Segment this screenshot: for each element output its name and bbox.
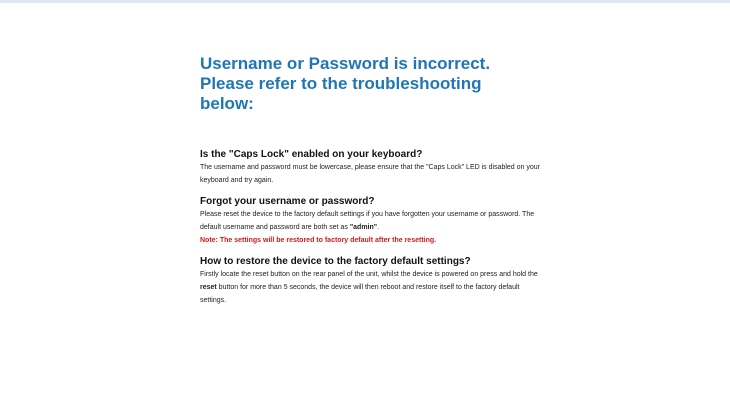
reset-note: Note: The settings will be restored to factory default after the resetting. [200, 237, 437, 244]
error-content [200, 54, 540, 307]
restore-title: How to restore the device to the factory default settings? [200, 256, 471, 267]
reset-word: reset [200, 284, 217, 291]
restore-body-end: button for more than 5 seconds, the device will then reboot and restore itself to the factory default settings. [200, 284, 520, 304]
top-border [0, 0, 730, 3]
caps-lock-section [200, 148, 540, 187]
error-headline [200, 54, 540, 114]
default-credential: "admin" [349, 224, 378, 231]
forgot-section [200, 195, 540, 247]
forgot-title: Forgot your username or password? [200, 196, 375, 207]
restore-body [200, 268, 540, 307]
caps-lock-title: Is the "Caps Lock" enabled on your keyboard? [200, 149, 423, 160]
restore-body-text: Firstly locate the reset button on the rear panel of the unit, whilst the device is powered on press and hold the [200, 271, 538, 278]
headline-line-1: Username or Password is incorrect. [200, 54, 491, 73]
restore-section [200, 255, 540, 307]
headline-line-2: Please refer to the troubleshooting below: [200, 74, 482, 113]
forgot-body [200, 208, 540, 234]
forgot-body-text: Please reset the device to the factory default settings if you have forgotten your username or password. The default username and password are both set as [200, 211, 535, 231]
forgot-body-end: . [377, 224, 380, 231]
caps-lock-body: The username and password must be lowercase, please ensure that the "Caps Lock" LED is disabled on your keyboard and try again. [200, 164, 540, 184]
